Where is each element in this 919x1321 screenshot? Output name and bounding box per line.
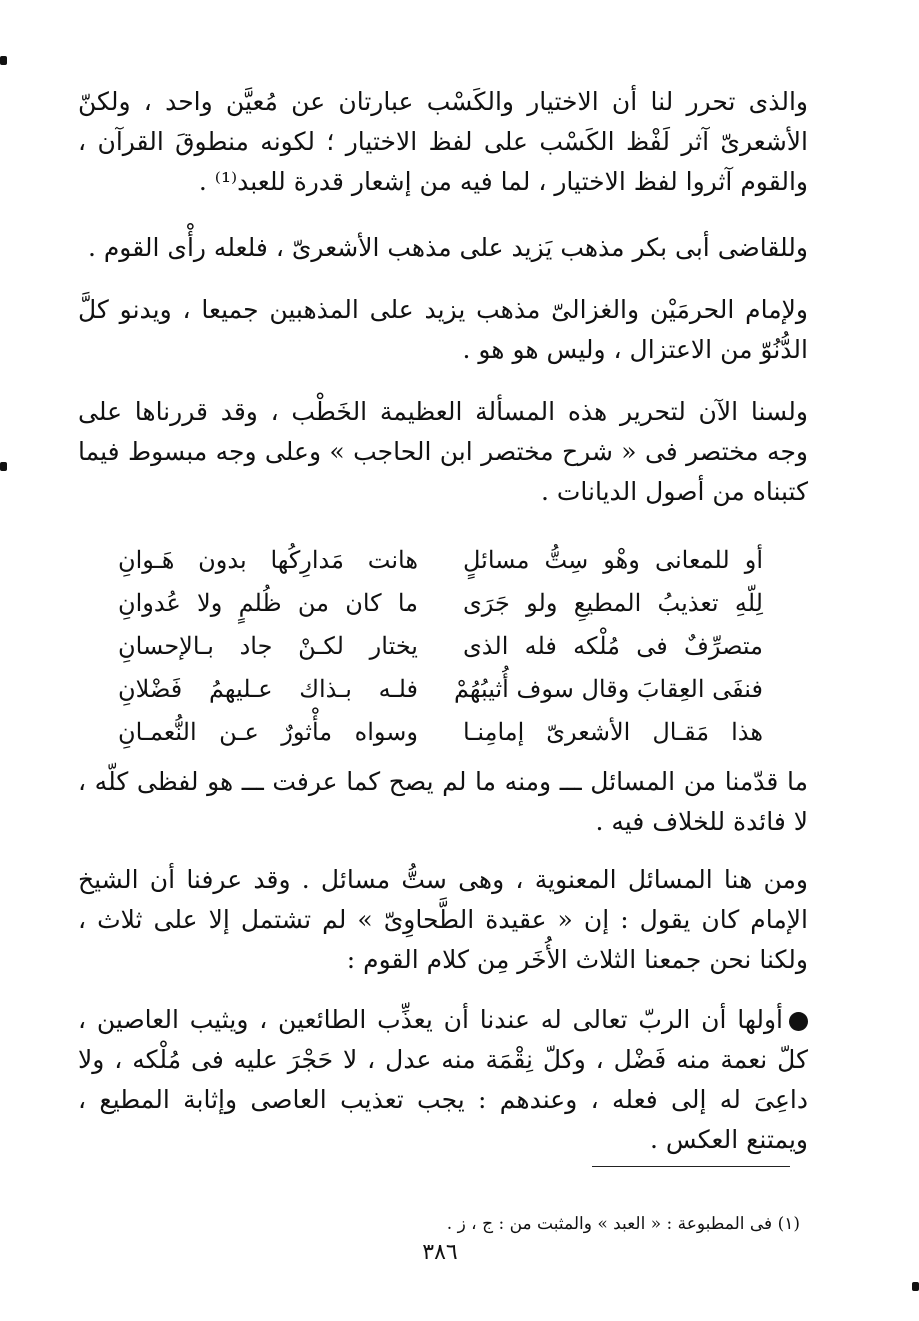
paragraph-lafzi-masail: ما قدّمنا من المسائل ـــ ومنه ما لم يصح كما عرفت ـــ هو لفظى كلّه ، لا فائدة للخلاف فيه . — [78, 767, 808, 836]
verse-line — [118, 710, 763, 753]
verse-first-hemistich: هذا مَقـال الأشعرىّ إمامِنـا — [463, 717, 763, 746]
paragraph-first-issue — [78, 1000, 808, 1160]
verse-second-hemistich: هانت مَدارِكُها بدون هَـوانِ — [118, 545, 418, 574]
verse-second-hemistich: ما كان من ظُلمٍ ولا عُدوانِ — [118, 588, 418, 617]
right-edge-mark-bottom — [912, 1282, 919, 1291]
footnote-separator — [592, 1166, 790, 1167]
verse-first-hemistich: أو للمعانى وهْو سِتُّ مسائلٍ — [463, 545, 763, 574]
verse-second-hemistich: يختار لكـنْ جاد بـالإحسانِ — [118, 631, 418, 660]
paragraph-qadi-abi-bakr: وللقاضى أبى بكر مذهب يَزيد على مذهب الأشعرىّ ، فلعله رأْى القوم . — [87, 233, 808, 262]
paragraph-tahrir-masala: ولسنا الآن لتحرير هذه المسألة العظيمة الخَطْب ، وقد قررناها على وجه مختصر فى « شرح مختصر ابن الحاجب » وعلى وجه مبسوط فيما كتبناه من أصول الديانات . — [78, 397, 808, 506]
left-edge-mark-top — [0, 56, 7, 65]
verse-line — [118, 624, 763, 667]
verse-line — [118, 667, 763, 710]
verse-second-hemistich: وسواه مأْثورٌ عـن النُّعمـانِ — [118, 717, 418, 746]
paragraph-kasb-ikhtiyar: والذى تحرر لنا أن الاختيار والكَسْب عبارتان عن مُعيَّن واحد ، ولكنّ الأشعرىّ آثر لَفْظ الكَسْب على لفظ الاختيار ؛ لكونه منطوقَ القرآن ، والقوم آثروا لفظ الاختيار ، لما فيه من إشعار قدرة للعبد⁽¹⁾ . — [78, 87, 808, 196]
verse-first-hemistich: متصرِّفٌ فى مُلْكه فله الذى — [463, 631, 763, 660]
paragraph-manawiya-masail: ومن هنا المسائل المعنوية ، وهى ستُّ مسائل . وقد عرفنا أن الشيخ الإمام كان يقول : إن « عقيدة الطَّحاوِىّ » لم تشتمل إلا على ثلاث ، ولكنا نحن جمعنا الثلاث الأُخَر مِن كلام القوم : — [78, 865, 808, 974]
left-edge-mark-middle — [0, 462, 7, 471]
footnote: (١) فى المطبوعة : « العبد » والمثبت من : ج ، ز . — [446, 1214, 800, 1234]
verse-line — [118, 538, 763, 581]
page-number: ٣٨٦ — [422, 1240, 458, 1265]
verse-first-hemistich: فنفَى العِقابَ وقال سوف أُثيبُهُمْ — [453, 674, 763, 703]
verse-second-hemistich: فلـه بـذاك عـليهمُ فَضْلانِ — [118, 674, 418, 703]
first-issue-text: أولها أن الربّ تعالى له عندنا أن يعذِّب الطائعين ، ويثيب العاصين ، كلّ نعمة منه فَضْل ، وكلّ نِقْمَة منه عدل ، لا حَجْرَ عليه فى مُلْكه ، ولا داعِىَ له إلى فعله ، وعندهم : يجب تعذيب العاصى وإثابة المطيع ، ويمتنع العكس . — [78, 1005, 808, 1154]
verse-line — [118, 581, 763, 624]
poem-verses — [118, 538, 763, 753]
verse-first-hemistich: لِلّهِ تعذيبُ المطيعِ ولو جَرَى — [463, 588, 763, 617]
paragraph-imam-haramayn: ولإمام الحرمَيْن والغزالىّ مذهب يزيد على المذهبين جميعا ، ويدنو كلَّ الدُّنُوّ من الاعتزال ، وليس هو هو . — [78, 295, 808, 364]
bullet-icon — [789, 1012, 808, 1031]
